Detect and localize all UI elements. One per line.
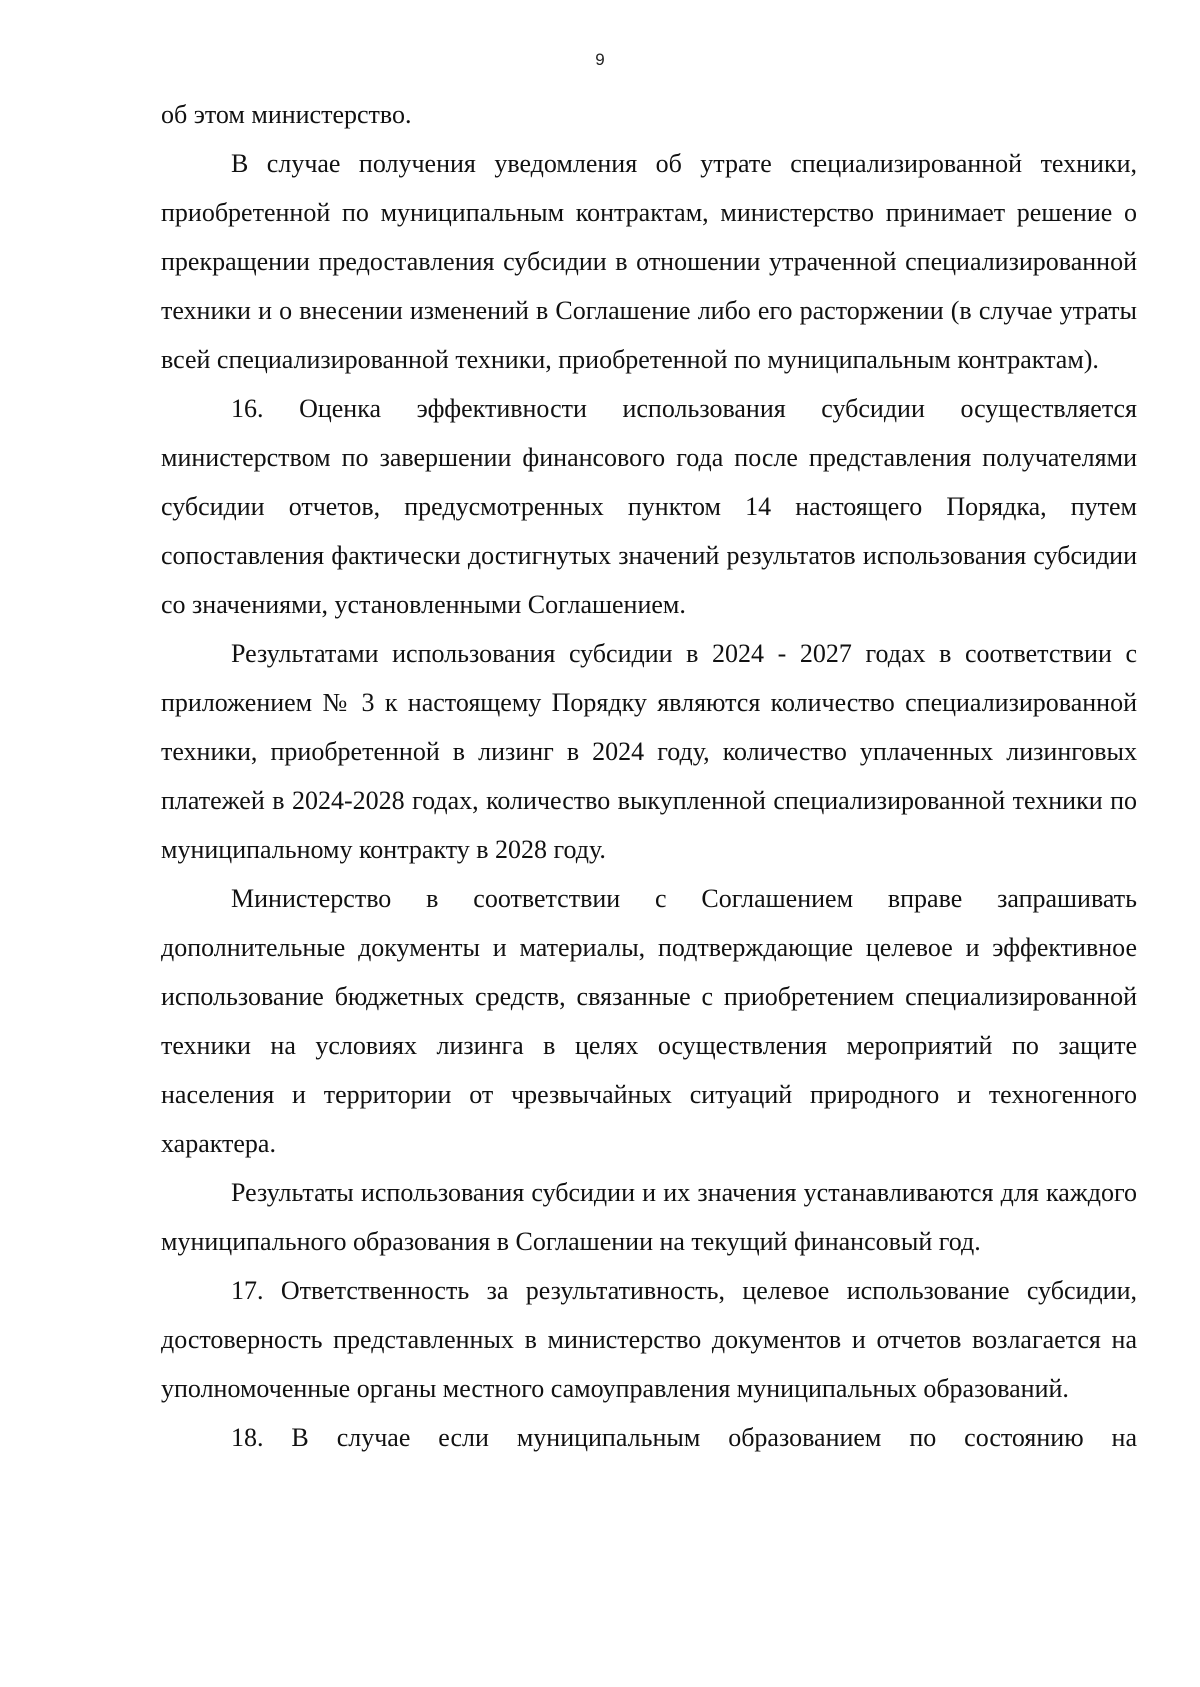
- paragraph-18-start: 18. В случае если муниципальным образованием по состоянию на: [231, 1423, 1137, 1452]
- paragraph-continuation: об этом министерство.: [161, 100, 412, 129]
- paragraph-ministry-requests: Министерство в соответствии с Соглашением вправе запрашивать дополнительные документы и материалы, подтверждающие целевое и эффективное использование бюджетных средств, связанные с приобретением специализированной техники на условиях лизинга в целях осуществления мероприятий по защите населения и территории от чрезвычайных ситуаций природного и техногенного характера.: [161, 884, 1137, 1158]
- paragraph-loss-notification: В случае получения уведомления об утрате специализированной техники, приобретенной по муниципальным контрактам, министерство принимает решение о прекращении предоставления субсидии в отношении утраченной специализированной техники и о внесении изменений в Соглашение либо его расторжении (в случае утраты всей специализированной техники, приобретенной по муниципальным контрактам).: [161, 149, 1137, 374]
- page-number: 9: [595, 50, 605, 69]
- paragraph-17-responsibility: 17. Ответственность за результативность, целевое использование субсидии, достоверность представленных в министерство документов и отчетов возлагается на уполномоченные органы местного самоуправления муниципальных образований.: [161, 1276, 1137, 1403]
- paragraph-results: Результатами использования субсидии в 2024 - 2027 годах в соответствии с приложением № 3 к настоящему Порядку являются количество специализированной техники, приобретенной в лизинг в 2024 году, количество уплаченных лизинговых платежей в 2024-2028 годах, количество выкупленной специализированной техники по муниципальному контракту в 2028 году.: [161, 639, 1137, 864]
- document-body: [161, 90, 1137, 1462]
- paragraph-16-efficiency: 16. Оценка эффективности использования субсидии осуществляется министерством по завершении финансового года после представления получателями субсидии отчетов, предусмотренных пунктом 14 настоящего Порядка, путем сопоставления фактически достигнутых значений результатов использования субсидии со значениями, установленными Соглашением.: [161, 394, 1137, 619]
- paragraph-results-values: Результаты использования субсидии и их значения устанавливаются для каждого муниципального образования в Соглашении на текущий финансовый год.: [161, 1178, 1137, 1256]
